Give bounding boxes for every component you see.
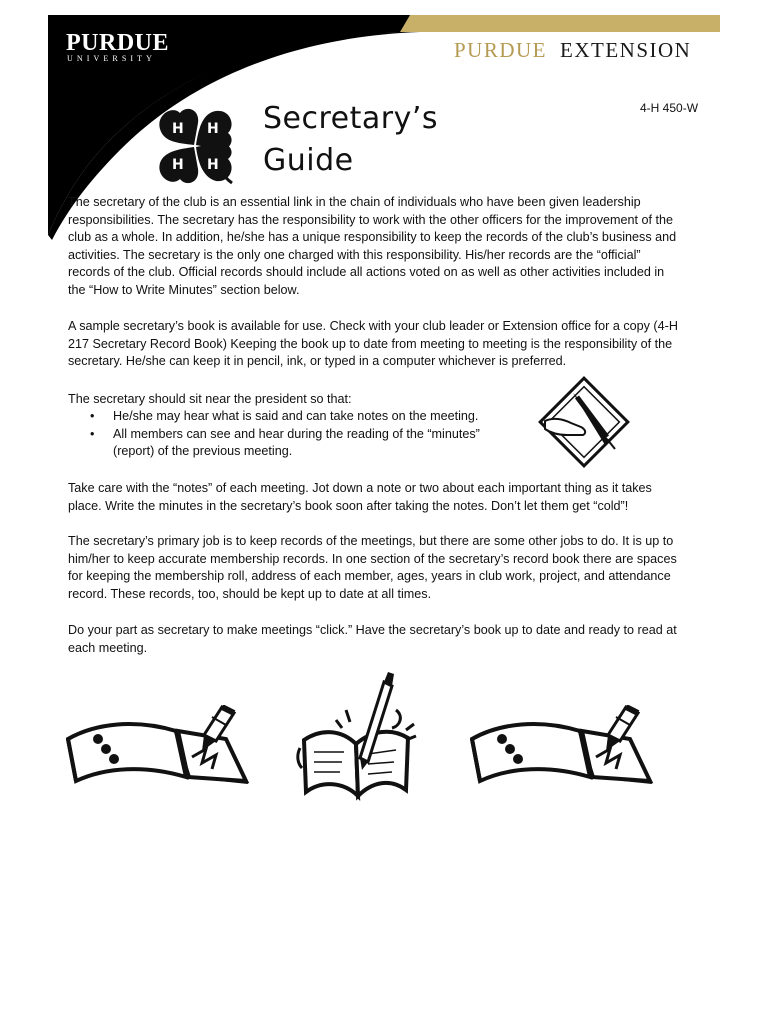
purdue-logo: PURDUE xyxy=(66,30,169,56)
open-book-pen-icon xyxy=(296,670,418,806)
paragraph-intro: The secretary of the club is an essential link in the chain of individuals who have been given leadership responsibilities. The secretary has the responsibility to work with the other officers for the improvement of the club as a whole. In addition, he/she has a unique responsibility to keep the records of the club’s business and activities. The secretary is the only one charged with this responsibility. His/her records are the “official” records of the club. Official records should include all actions voted on as well as other activities included in the “How to Write Minutes” section below. xyxy=(68,195,677,297)
paragraph-membership: The secretary’s primary job is to keep records of the meetings, but there are some other jobs to do. It is up to him/her to keep accurate membership records. In one section of the secretary’s record book there are spaces for keeping the membership roll, address of each member, ages, years in club work, project, and attendance record. These records, too, should be kept up to date at all times. xyxy=(68,534,677,601)
title-line-2: Guide xyxy=(263,143,354,178)
paragraph-notes: Take care with the “notes” of each meeting. Jot down a note or two about each important thing as it takes place. Write the minutes in the secretary’s book soon after taking the notes. Don’t let them get “cold”! xyxy=(68,481,652,513)
paragraph-record-book: A sample secretary’s book is available for use. Check with your club leader or Extension office for a copy (4-H 217 Secretary Record Book) Keeping the book up to date from meeting to meeting is the responsibility of the secretary. He/she can keep it in pencil, ink, or typed in a computer whichever is preferred. xyxy=(68,319,678,369)
paragraph-click: Do your part as secretary to make meetings “click.” Have the secretary’s book up to date and ready to read at each meeting. xyxy=(68,623,677,655)
notebook-pencil-icon xyxy=(66,705,250,787)
purdue-logo-subtitle: UNIVERSITY xyxy=(67,54,156,63)
paragraph-seating: The secretary should sit near the president so that: xyxy=(68,392,352,406)
extension-logo-purdue: PURDUE xyxy=(454,38,548,62)
extension-logo-word: EXTENSION xyxy=(560,38,692,62)
notebook-pencil-icon xyxy=(470,705,654,787)
svg-text:H: H xyxy=(207,121,219,137)
hand-writing-quill-icon xyxy=(537,375,631,469)
svg-text:H: H xyxy=(172,121,184,137)
publication-number: 4-H 450-W xyxy=(640,101,699,115)
seating-bullet-list xyxy=(90,408,480,461)
list-item: • All members can see and hear during the reading of the “minutes” (report) of the previous meeting. xyxy=(90,426,480,461)
title-line-1: Secretary’s xyxy=(263,101,439,136)
svg-text:H: H xyxy=(172,157,184,173)
svg-text:H: H xyxy=(207,157,219,173)
list-item: • He/she may hear what is said and can take notes on the meeting. xyxy=(90,408,480,426)
page-title xyxy=(263,98,438,182)
four-h-clover-icon xyxy=(150,103,240,189)
